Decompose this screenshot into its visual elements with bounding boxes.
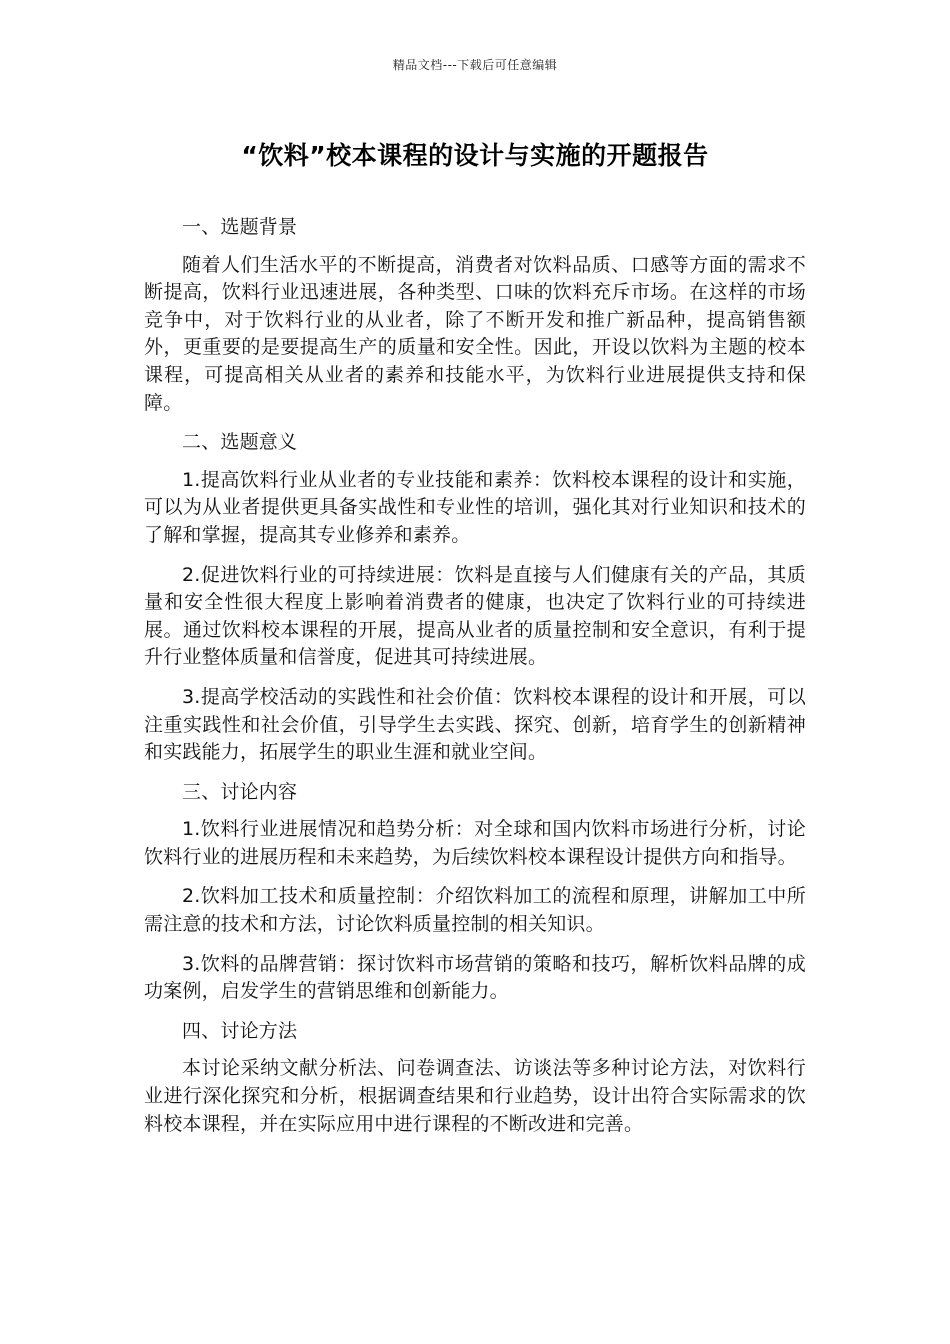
section-heading: 四、讨论方法 [182,1019,298,1042]
paragraph: 2.饮料加工技术和质量控制：介绍饮料加工的流程和原理，讲解加工中所需注意的技术和方法，讨论饮料质量控制的相关知识。 [144,885,806,936]
document-body [144,214,806,1150]
paragraph: 1.饮料行业进展情况和趋势分析：对全球和国内饮料市场进行分析，讨论饮料行业的进展历程和未来趋势，为后续饮料校本课程设计提供方向和指导。 [144,818,806,868]
section-heading: 二、选题意义 [182,431,298,454]
paragraph: 随着人们生活水平的不断提高，消费者对饮料品质、口感等方面的需求不断提高，饮料行业迅速进展，各种类型、口味的饮料充斥市场。在这样的市场竞争中，对于饮料行业的从业者，除了不断开发和推广新品种，提高销售额外，更重要的是要提高生产的质量和安全性。因此，开设以饮料为主题的校本课程，可提高相关从业者的素养和技能水平，为饮料行业进展提供支持和保障。 [144,253,806,414]
paragraph: 本讨论采纳文献分析法、问卷调查法、访谈法等多种讨论方法，对饮料行业进行深化探究和分析，根据调查结果和行业趋势，设计出符合实际需求的饮料校本课程，并在实际应用中进行课程的不断改进和完善。 [144,1057,806,1135]
paragraph: 3.饮料的品牌营销：探讨饮料市场营销的策略和技巧，解析饮料品牌的成功案例，启发学生的营销思维和创新能力。 [144,952,806,1003]
paragraph: 1.提高饮料行业从业者的专业技能和素养：饮料校本课程的设计和实施，可以为从业者提供更具备实战性和专业性的培训，强化其对行业知识和技术的了解和掌握，提高其专业修养和素养。 [144,468,806,546]
page-title: “饮料”校本课程的设计与实施的开题报告 [241,141,709,170]
header-note: 精品文档---下载后可任意编辑 [392,58,558,72]
section-heading: 三、讨论内容 [182,780,298,803]
paragraph: 2.促进饮料行业的可持续进展：饮料是直接与人们健康有关的产品，其质量和安全性很大程度上影响着消费者的健康，也决定了饮料行业的可持续进展。通过饮料校本课程的开展，提高从业者的质量控制和安全意识，有利于提升行业整体质量和信誉度，促进其可持续进展。 [144,563,806,669]
section-heading: 一、选题背景 [182,216,298,238]
paragraph: 3.提高学校活动的实践性和社会价值：饮料校本课程的设计和开展，可以注重实践性和社会价值，引导学生去实践、探究、创新，培育学生的创新精神和实践能力，拓展学生的职业生涯和就业空间。 [144,685,806,764]
